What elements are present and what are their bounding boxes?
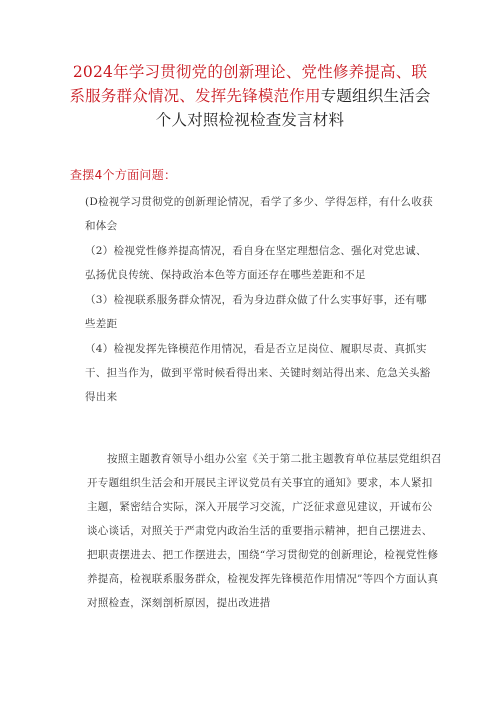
body-paragraph: 按照主题教育领导小组办公室《关于第二批主题教育单位基层党组织召开专题组织生活会和开展民主评议党员有关事宜的通知》要求，本人紧扣主题，紧密结合实际，深入开展学习交流，广泛征求意见建议，开诚布公谈心谈话，对照关于严肃党内政治生活的重要指示精神，把自己摆进去、把职责摆进去、把工作摆进去，围绕“学习贯彻党的创新理论，检视党性修养提高，检视联系服务群众，检视发挥先锋模范作用情况”等四个方面认真对照检查，深刻剖析原因，提出改进措 bbox=[87, 453, 442, 609]
list-item: （2）检视党性修养提高情况，看自身在坚定理想信念、强化对党忠诚、弘扬优良传统、保持政治本色等方面还存在哪些差距和不足 bbox=[85, 245, 427, 281]
title-line-1 bbox=[40, 60, 460, 84]
title-line-3: 个人对照检视检查发言材料 bbox=[155, 111, 345, 129]
list-item: (D检视学习贯彻党的创新理论情况，看学了多少、学得怎样，有什么收获和体会 bbox=[85, 196, 433, 232]
section-heading: 查摆4个方面问题： bbox=[70, 168, 177, 182]
title-line-1-red: 2024年学习贯彻党的创新理论、党性修养提高、联 bbox=[72, 63, 428, 81]
document-title bbox=[40, 60, 460, 132]
title-line-2-black: 专题组织生活会 bbox=[320, 87, 431, 105]
title-line-2 bbox=[40, 84, 460, 108]
title-line-2-red: 系服务群众情况、发挥先锋模范作用 bbox=[69, 87, 321, 105]
list-item: （4）检视发挥先锋模范作用情况，看是否立足岗位、履职尽责、真抓实干、担当作为，做到平常时候看得出来、关键时刻站得出来、危急关头豁得出来 bbox=[85, 343, 431, 403]
list-item: （3）检视联系服务群众情况，看为身边群众做了什么实事好事，还有哪些差距 bbox=[85, 294, 427, 330]
